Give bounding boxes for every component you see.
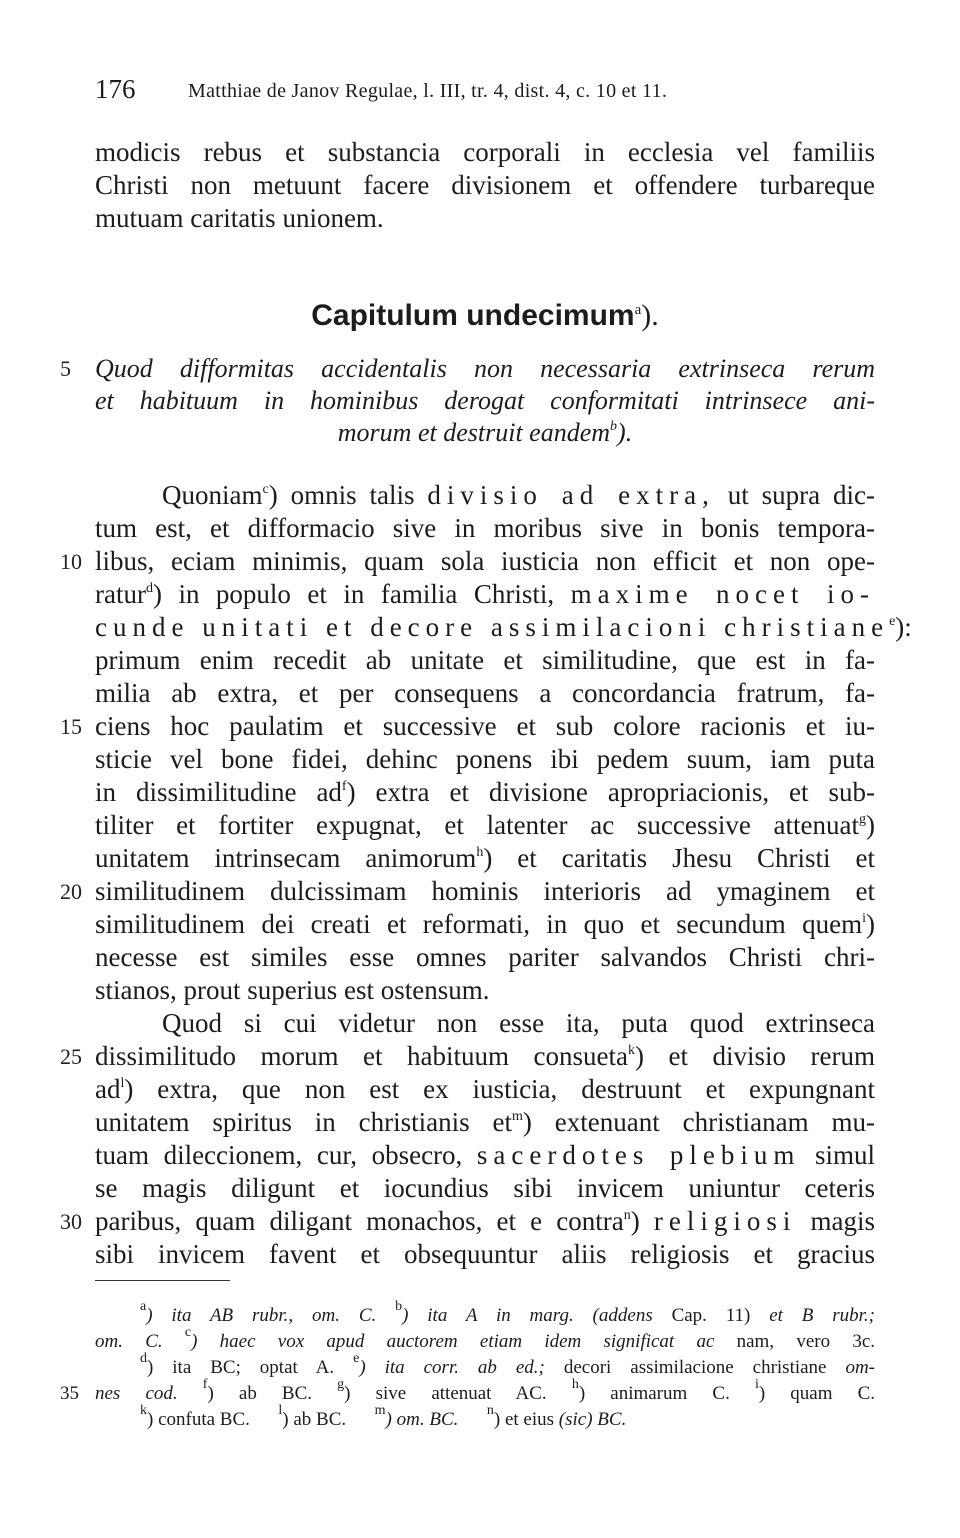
text-span: ) et divisio rerum [635, 1041, 875, 1071]
footnote-text: ) om. BC. [385, 1409, 459, 1430]
footnote-ref: n [623, 1208, 631, 1223]
text-span: paribus, quam diligant monachos, et e contra [95, 1206, 624, 1236]
footnote-mark: b [395, 1299, 403, 1314]
footnote-text: nes cod. [95, 1383, 178, 1404]
text-span: unitatem spiritus in christianis et [95, 1107, 513, 1137]
footnote-mark: n [486, 1403, 494, 1418]
text-line: sticie vel bone fidei, dehinc ponens ibi pedem suum, iam puta [95, 744, 875, 774]
footnote-mark: i [754, 1377, 759, 1392]
line-number: 15 [60, 714, 82, 739]
line-number: 5 [60, 356, 71, 381]
chapter-title-text: Capitulum undecimum [311, 299, 635, 332]
text-span: ) extenuant christianam mu- [522, 1107, 875, 1137]
footnote-line [140, 1403, 875, 1433]
footnote-line [140, 1351, 876, 1381]
footnote-mark: a [140, 1299, 147, 1314]
text-span: ) extra, que non est ex iusticia, destruunt et expungnant [124, 1074, 875, 1104]
footnote-text: (sic) BC. [558, 1409, 627, 1430]
footnote-ref: c [262, 482, 269, 497]
footnote-ref: b [610, 419, 618, 434]
footnote-ref: f [341, 779, 347, 794]
footnote-ref: g [859, 812, 866, 827]
text-line: ciens hoc paulatim et successive et sub colore racionis et iu- [95, 711, 875, 741]
text-line: similitudinem dulcissimam hominis interioris ad ymaginem et [95, 876, 875, 906]
footnote-mark: l [278, 1403, 283, 1418]
footnote-line [95, 1377, 876, 1407]
text-span: magis [810, 1206, 875, 1236]
text-line: milia ab extra, et per consequens a concordancia fratrum, fa- [95, 678, 875, 708]
text-span: ) et caritatis Jhesu Christi et [483, 843, 875, 873]
text-span: ratur [95, 579, 146, 609]
summary-text: ). [617, 418, 633, 447]
footnote-line [140, 1299, 875, 1329]
footnote-ref: i [862, 911, 866, 926]
footnote-ref: k [628, 1043, 635, 1058]
footnote-mark: m [374, 1403, 386, 1418]
text-span: dissimilitudo morum et habituum consueta [95, 1041, 628, 1071]
text-span: ): [895, 612, 912, 642]
text-span: tuam dileccionem, cur, obsecro, [95, 1140, 463, 1170]
footnote-mark: e [353, 1351, 360, 1366]
line-number: 10 [60, 549, 82, 574]
text-line: libus, eciam minimis, quam sola iusticia non efficit et non ope- [95, 546, 875, 576]
text-line [95, 1106, 875, 1139]
footnote-text: ) ab BC. [282, 1409, 347, 1430]
spaced-text: cunde unitati et decore assimilacioni christiane [95, 612, 890, 642]
line-number: 20 [60, 879, 82, 904]
footnote-text: ) ita AB rubr., om. C. [146, 1305, 377, 1326]
summary-text: morum et destruit eandem [337, 418, 611, 447]
text-line: modicis rebus et substancia corporali in ecclesia vel familiis [95, 137, 875, 167]
summary-line: Quod difformitas accidentalis non necessaria extrinseca rerum [95, 354, 875, 383]
footnote-divider [95, 1280, 230, 1281]
text-span: tiliter et fortiter expugnat, et latenter ac successive attenuat [95, 810, 859, 840]
text-line: tum est, et difformacio sive in moribus sive in bonis tempora- [95, 513, 875, 543]
text-line [95, 1073, 875, 1106]
footnote-text: ) sive attenuat AC. [344, 1383, 547, 1404]
text-line [95, 809, 875, 842]
chapter-title-tail: ). [641, 299, 659, 332]
text-line: se magis diligunt et iocundius sibi invicem uniuntur ceteris [95, 1173, 875, 1203]
footnote-text: et B rubr.; [769, 1305, 875, 1326]
text-span: ut supra dic- [727, 480, 875, 510]
line-number: 30 [60, 1209, 82, 1234]
page-number: 176 [95, 74, 136, 104]
text-line: sibi invicem favent et obsequuntur aliis religiosis et gracius [95, 1239, 875, 1269]
text-span: ) in populo et in familia Christi, [152, 579, 555, 609]
footnote-text: ) ita corr. ab ed.; [359, 1357, 545, 1378]
text-span: ) [630, 1206, 640, 1236]
footnote-text: ) et eius [493, 1409, 555, 1430]
text-span: ad [95, 1074, 121, 1104]
text-span: ) extra et divisione apropriacionis, et sub- [346, 777, 875, 807]
footnote-ref: a [634, 302, 642, 318]
footnote-text: om- [845, 1357, 876, 1378]
text-line [95, 776, 875, 809]
text-line: Christi non metuunt facere divisionem et offendere turbareque [95, 170, 875, 200]
text-span: unitatem intrinsecam animorum [95, 843, 477, 873]
summary-line: et habituum in hominibus derogat conformitati intrinsece ani- [95, 386, 875, 415]
chapter-title [95, 290, 875, 330]
text-span: Quoniam [162, 480, 263, 510]
text-line [95, 842, 875, 875]
line-number: 35 [60, 1383, 79, 1404]
spaced-text: religiosi [653, 1206, 797, 1236]
spaced-text: divisio ad extra, [427, 480, 715, 510]
footnote-mark: k [140, 1403, 147, 1418]
text-line: Quod si cui videtur non esse ita, puta quod extrinseca [162, 1008, 875, 1038]
footnote-text: ) quam C. [758, 1383, 876, 1404]
text-span: similitudinem dei creati et reformati, in quo et secundum quem [95, 909, 863, 939]
footnote-ref: m [512, 1109, 523, 1124]
footnote-line [95, 1325, 875, 1355]
spaced-text: sacerdotes plebium [476, 1140, 801, 1170]
text-line: stianos, prout superius est ostensum. [95, 975, 490, 1005]
text-line [95, 1205, 875, 1238]
footnote-text: ) confuta BC. [147, 1409, 250, 1430]
footnote-text: ) ita BC; optat A. [147, 1357, 335, 1378]
text-span: ) omnis talis [268, 480, 415, 510]
footnote-text: ) ab BC. [207, 1383, 313, 1404]
footnote-mark: f [202, 1377, 208, 1392]
footnote-mark: d [140, 1351, 147, 1366]
summary-line [95, 416, 875, 449]
footnote-text: ) ita A in marg. (addens [402, 1305, 653, 1326]
text-span: in dissimilitudine ad [95, 777, 342, 807]
footnote-text: decori assimilacione christiane [563, 1357, 827, 1378]
footnote-text: om. C. [95, 1331, 163, 1352]
text-line [95, 908, 875, 941]
footnote-text: ) animarum C. [578, 1383, 730, 1404]
footnote-text: ) haec vox apud auctorem etiam idem significat ac [191, 1331, 715, 1352]
line-number: 25 [60, 1044, 82, 1069]
text-span: simul [815, 1140, 876, 1170]
footnote-ref: h [476, 845, 484, 860]
running-title: Matthiae de Janov Regulae, l. III, tr. 4, dist. 4, c. 10 et 11. [188, 80, 668, 102]
text-line [95, 1040, 875, 1073]
spaced-text: maxime nocet io- [570, 579, 876, 609]
footnote-ref: e [889, 614, 896, 629]
footnote-ref: l [120, 1076, 125, 1091]
footnote-mark: h [571, 1377, 579, 1392]
footnote-ref: d [145, 581, 153, 596]
text-line: mutuam caritatis unionem. [95, 203, 384, 233]
text-span: ) [866, 810, 875, 840]
footnote-text: Cap. 11) [671, 1305, 751, 1326]
text-line: necesse est similes esse omnes pariter salvandos Christi chri- [95, 942, 875, 972]
footnote-mark: g [337, 1377, 345, 1392]
text-line [95, 1139, 875, 1172]
text-span: ) [866, 909, 875, 939]
text-line: primum enim recedit ab unitate et similitudine, que est in fa- [95, 645, 875, 675]
running-head [95, 74, 875, 110]
text-line [95, 611, 912, 644]
footnote-mark: c [184, 1325, 192, 1340]
text-line [162, 479, 875, 512]
text-line [95, 578, 875, 611]
footnote-text: nam, vero 3c. [736, 1331, 875, 1352]
